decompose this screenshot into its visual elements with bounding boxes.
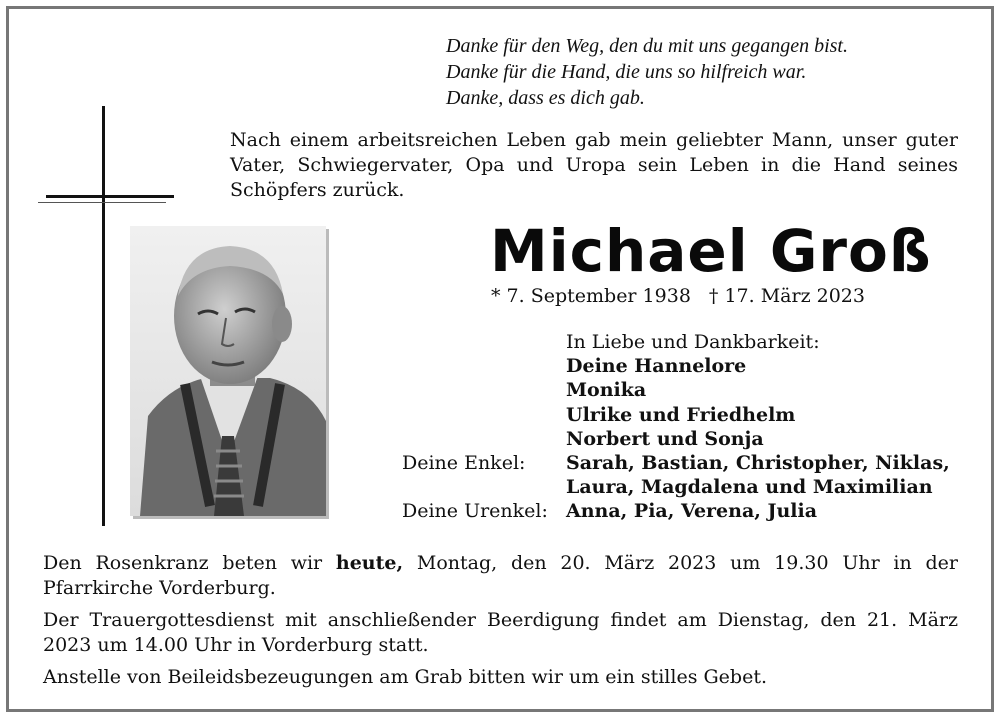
- death-date: † 17. März 2023: [708, 285, 865, 307]
- grandchildren-label: Deine Enkel:: [402, 452, 526, 475]
- life-dates: [491, 284, 865, 308]
- list-item: [402, 378, 950, 402]
- family-member: Ulrike und Friedhelm: [566, 403, 796, 426]
- deceased-name: Michael Groß: [490, 217, 932, 285]
- rosary-text: [43, 551, 958, 601]
- poem: [446, 33, 976, 111]
- list-item: [402, 475, 950, 499]
- mourners-list: [402, 330, 950, 524]
- rosary-text-start: Den Rosenkranz beten wir: [43, 552, 336, 574]
- poem-line: Danke für die Hand, die uns so hilfreich war.: [446, 61, 807, 83]
- rosary-text-emphasis: heute,: [335, 552, 404, 574]
- service-info: [43, 551, 958, 697]
- list-item: [402, 354, 950, 378]
- cross-bar: [46, 195, 174, 198]
- intro-text: Nach einem arbeitsreichen Leben gab mein geliebter Mann, unser guter Vater, Schwiegervater, Opa und Uropa sein Leben in die Hand seines Schöpfers zurück.: [230, 129, 958, 201]
- list-item: [402, 427, 950, 451]
- cross-icon: [102, 106, 105, 526]
- grandchildren-names: Sarah, Bastian, Christopher, Niklas,: [566, 452, 950, 475]
- funeral-text: Der Trauergottesdienst mit anschließender Beerdigung findet am Dienstag, den 21. März 2023 um 14.00 Uhr in Vorderburg statt.: [43, 609, 958, 656]
- great-grandchildren-names: Anna, Pia, Verena, Julia: [566, 500, 818, 523]
- birth-date: * 7. September 1938: [491, 285, 691, 307]
- great-grandchildren-label: Deine Urenkel:: [402, 500, 548, 523]
- list-item: [402, 499, 950, 523]
- list-item: [402, 451, 950, 475]
- family-member: Norbert und Sonja: [566, 427, 764, 450]
- grandchildren-names: Laura, Magdalena und Maximilian: [566, 476, 933, 499]
- portrait-photo: [130, 226, 326, 516]
- list-item: [402, 330, 950, 354]
- family-member: Monika: [566, 379, 647, 402]
- poem-line: Danke, dass es dich gab.: [446, 87, 645, 109]
- rosary-text-end: Montag, den 20. März 2023 um 19.30 Uhr in der Pfarrkirche Vorderburg.: [43, 552, 959, 599]
- family-member: Deine Hannelore: [566, 355, 747, 378]
- condolence-text: Anstelle von Beileidsbezeugungen am Grab bitten wir um ein stilles Gebet.: [43, 666, 767, 688]
- cross-shadow-line: [38, 202, 166, 203]
- list-item: [402, 403, 950, 427]
- poem-line: Danke für den Weg, den du mit uns gegangen bist.: [446, 35, 848, 57]
- mourners-intro: In Liebe und Dankbarkeit:: [566, 331, 820, 353]
